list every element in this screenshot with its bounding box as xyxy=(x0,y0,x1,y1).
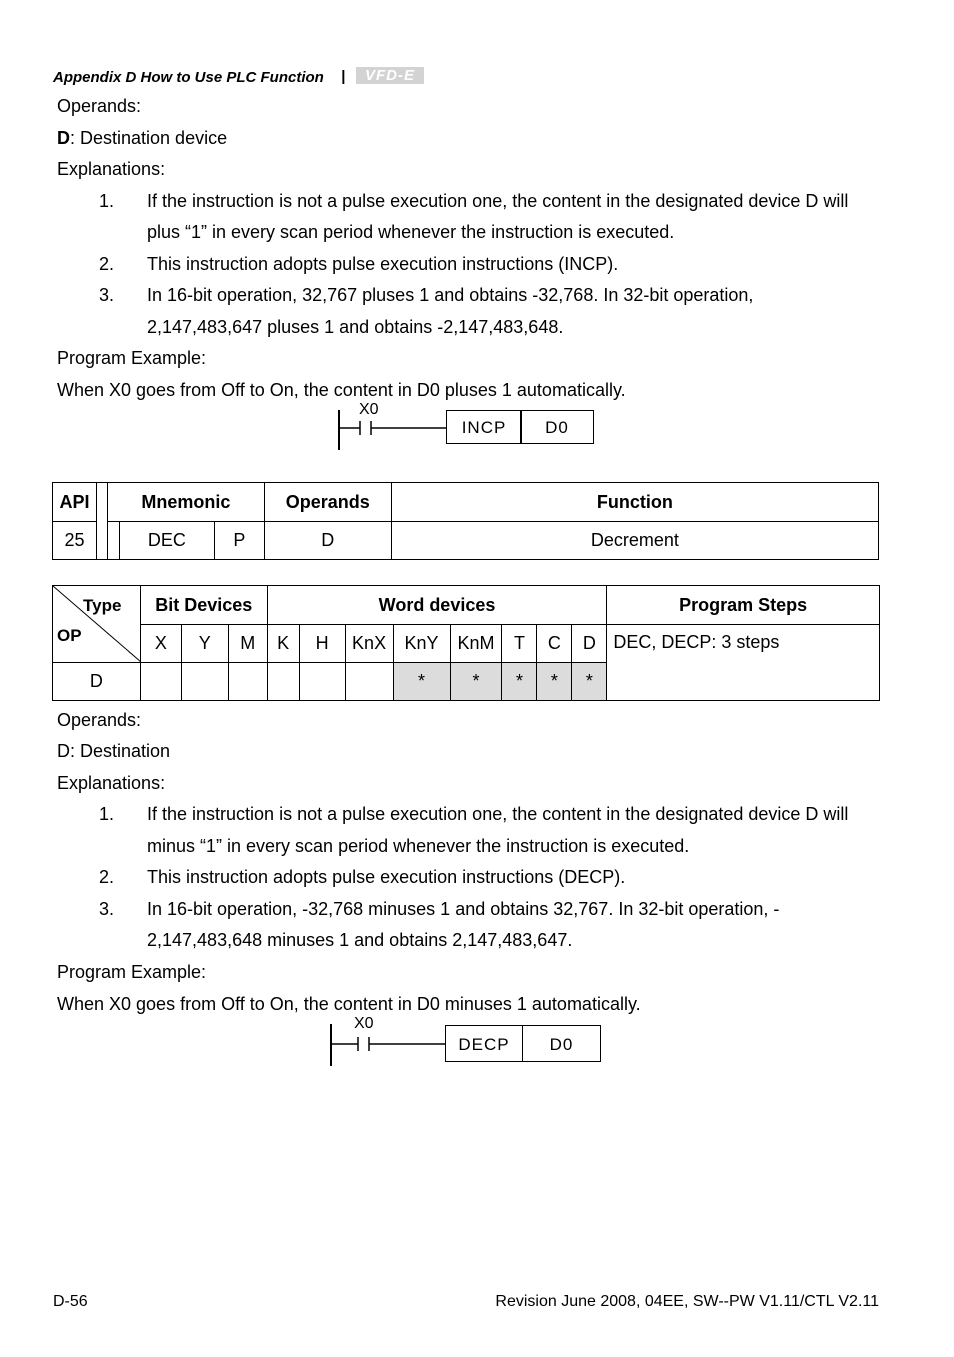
list-item-number: 2. xyxy=(99,254,115,274)
spacer-cell xyxy=(96,522,107,560)
type-label: Type xyxy=(83,596,122,615)
list-item-text: In 16-bit operation, -32,768 minuses 1 and obtains 32,767. In 32-bit operation, - xyxy=(147,899,780,919)
list-item-text: In 16-bit operation, 32,767 pluses 1 and obtains -32,768. In 32-bit operation, xyxy=(147,285,754,305)
header-separator: | xyxy=(341,68,346,85)
row-label: D xyxy=(53,663,141,701)
program-steps-header: Program Steps xyxy=(607,586,880,625)
list-item-text: This instruction adopts pulse execution instructions (INCP). xyxy=(147,254,619,274)
column-header: H xyxy=(299,625,345,663)
function-value: Decrement xyxy=(391,522,878,560)
column-header: KnX xyxy=(345,625,393,663)
column-header: KnY xyxy=(393,625,450,663)
device-cell xyxy=(228,663,267,701)
type-op-corner xyxy=(53,586,141,663)
page-number: D-56 xyxy=(53,1293,88,1310)
operand-d-label: D xyxy=(57,128,70,148)
explanations-heading: Explanations: xyxy=(57,773,166,793)
list-item-number: 2. xyxy=(99,867,115,887)
column-header: Y xyxy=(181,625,228,663)
op-label: OP xyxy=(57,626,82,645)
device-cell xyxy=(267,663,299,701)
list-item-number: 3. xyxy=(99,285,115,305)
operand-box: D0 xyxy=(520,410,594,444)
device-cell-applicable: * xyxy=(450,663,502,701)
operand-box: D0 xyxy=(522,1025,601,1062)
list-item-text: If the instruction is not a pulse execution one, the content in the designated device D will xyxy=(147,191,849,211)
column-header: D xyxy=(572,625,607,663)
column-header: C xyxy=(537,625,572,663)
explanations-heading: Explanations: xyxy=(57,159,166,179)
device-cell xyxy=(299,663,345,701)
list-item-text: If the instruction is not a pulse execution one, the content in the designated device D will xyxy=(147,804,849,824)
list-item-text: 2,147,483,647 pluses 1 and obtains -2,147,483,648. xyxy=(147,317,564,337)
device-cell-applicable: * xyxy=(537,663,572,701)
list-item-text: plus “1” in every scan period whenever the instruction is executed. xyxy=(147,222,675,242)
device-cell-applicable: * xyxy=(393,663,450,701)
operands-heading: Operands: xyxy=(57,96,142,116)
device-cell xyxy=(345,663,393,701)
program-example-heading: Program Example: xyxy=(57,348,207,368)
device-cell-applicable: * xyxy=(572,663,607,701)
column-header: K xyxy=(267,625,299,663)
column-header: KnM xyxy=(450,625,502,663)
revision-info: Revision June 2008, 04EE, SW--PW V1.11/CTL V2.11 xyxy=(495,1293,879,1310)
column-header: M xyxy=(228,625,267,663)
api-table xyxy=(52,482,879,560)
mnemonic-value: DEC xyxy=(119,522,214,560)
mnemonic-header: Mnemonic xyxy=(107,483,264,522)
program-steps-value: DEC, DECP: 3 steps xyxy=(607,625,880,701)
api-number: 25 xyxy=(53,522,97,560)
function-header: Function xyxy=(391,483,878,522)
ladder-diagram-decp xyxy=(322,1014,612,1068)
operand-d xyxy=(57,128,227,148)
device-cell-applicable: * xyxy=(502,663,537,701)
operand-d-text: : Destination device xyxy=(70,128,228,148)
list-item-text: minus “1” in every scan period whenever the instruction is executed. xyxy=(147,836,690,856)
ladder-diagram-incp xyxy=(330,400,610,452)
device-cell xyxy=(181,663,228,701)
list-item-number: 3. xyxy=(99,899,115,919)
api-header: API xyxy=(53,483,97,522)
instruction-box: DECP xyxy=(445,1025,523,1062)
bit-devices-header: Bit Devices xyxy=(140,586,267,625)
column-header: T xyxy=(502,625,537,663)
contact-label: X0 xyxy=(359,401,379,418)
program-example-text: When X0 goes from Off to On, the content in D0 pluses 1 automatically. xyxy=(57,380,626,400)
program-example-heading: Program Example: xyxy=(57,962,207,982)
device-cell xyxy=(140,663,181,701)
instruction-box: INCP xyxy=(446,410,522,444)
list-item-number: 1. xyxy=(99,191,115,211)
contact-label: X0 xyxy=(354,1015,374,1032)
word-devices-header: Word devices xyxy=(267,586,607,625)
pulse-value: P xyxy=(214,522,264,560)
list-item-number: 1. xyxy=(99,804,115,824)
operands-value: D xyxy=(264,522,391,560)
operands-header: Operands xyxy=(264,483,391,522)
program-example-text: When X0 goes from Off to On, the content in D0 minuses 1 automatically. xyxy=(57,994,641,1014)
spacer-cell xyxy=(96,483,107,522)
vfd-e-logo: VFD-E xyxy=(356,67,424,84)
header-title: Appendix D How to Use PLC Function xyxy=(53,69,324,86)
column-header: X xyxy=(140,625,181,663)
list-item-text: 2,147,483,648 minuses 1 and obtains 2,147,483,647. xyxy=(147,930,573,950)
operands-heading: Operands: xyxy=(57,710,142,730)
list-item-text: This instruction adopts pulse execution instructions (DECP). xyxy=(147,867,626,887)
device-table xyxy=(52,585,880,701)
blank-cell xyxy=(107,522,119,560)
operand-text: D: Destination xyxy=(57,741,171,761)
